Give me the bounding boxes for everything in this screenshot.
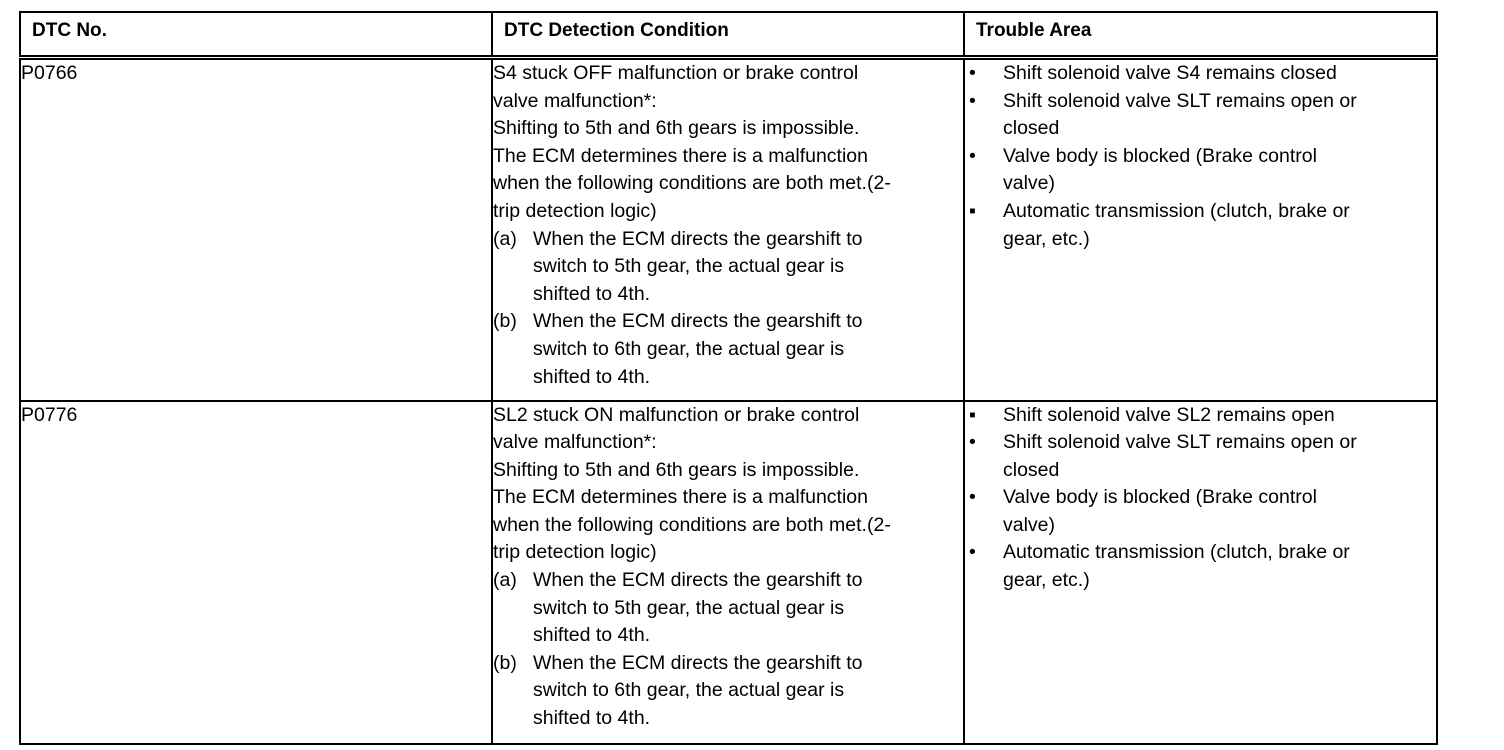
trouble-line: Shift solenoid valve SLT remains open or bbox=[1003, 89, 1357, 112]
bullet-icon: • bbox=[969, 431, 976, 454]
trouble-line: valve) bbox=[1003, 172, 1056, 195]
trouble-item bbox=[965, 402, 1436, 430]
bullet-icon: ▪ bbox=[969, 403, 976, 426]
table-row bbox=[20, 401, 1437, 744]
step-line: shifted to 4th. bbox=[533, 707, 651, 730]
trouble-item bbox=[965, 198, 1436, 253]
trouble-line: valve) bbox=[1003, 513, 1056, 536]
condition-step bbox=[493, 650, 963, 733]
bullet-icon: • bbox=[969, 62, 976, 84]
step-label: (a) bbox=[493, 569, 517, 592]
step-line: switch to 6th gear, the actual gear is bbox=[533, 679, 845, 702]
header-row bbox=[20, 12, 1437, 58]
trouble-item bbox=[965, 429, 1436, 484]
step-line: shifted to 4th. bbox=[533, 624, 651, 647]
trouble-line: closed bbox=[1003, 458, 1060, 481]
dtc-code: P0776 bbox=[20, 401, 492, 744]
header-detection-condition: DTC Detection Condition bbox=[492, 12, 964, 58]
step-line: When the ECM directs the gearshift to bbox=[533, 310, 863, 333]
condition-line: valve malfunction*: bbox=[493, 431, 657, 454]
bullet-icon: ▪ bbox=[969, 199, 976, 222]
step-line: switch to 5th gear, the actual gear is bbox=[533, 596, 845, 619]
condition-line: The ECM determines there is a malfunction bbox=[493, 486, 868, 509]
condition-line: valve malfunction*: bbox=[493, 89, 657, 112]
condition-line: The ECM determines there is a malfunction bbox=[493, 144, 868, 167]
trouble-item bbox=[965, 143, 1436, 198]
dtc-code: P0766 bbox=[20, 58, 492, 401]
condition-line: S4 stuck OFF malfunction or brake control bbox=[493, 62, 859, 84]
step-line: When the ECM directs the gearshift to bbox=[533, 651, 863, 674]
trouble-line: Automatic transmission (clutch, brake or bbox=[1003, 541, 1350, 564]
trouble-line: Shift solenoid valve SL2 remains open bbox=[1003, 403, 1335, 426]
step-line: shifted to 4th. bbox=[533, 365, 651, 388]
condition-line: SL2 stuck ON malfunction or brake control bbox=[493, 403, 860, 426]
trouble-area bbox=[964, 58, 1437, 401]
condition-step bbox=[493, 308, 963, 391]
condition-line: Shifting to 5th and 6th gears is impossible. bbox=[493, 117, 860, 140]
trouble-line: Valve body is blocked (Brake control bbox=[1003, 144, 1317, 167]
condition-line: when the following conditions are both met.(2- bbox=[493, 513, 891, 536]
condition-step bbox=[493, 567, 963, 650]
step-line: shifted to 4th. bbox=[533, 282, 651, 305]
trouble-line: Shift solenoid valve S4 remains closed bbox=[1003, 62, 1337, 84]
bullet-icon: • bbox=[969, 89, 976, 112]
step-label: (b) bbox=[493, 310, 517, 333]
trouble-line: Shift solenoid valve SLT remains open or bbox=[1003, 431, 1357, 454]
step-line: switch to 6th gear, the actual gear is bbox=[533, 337, 845, 360]
trouble-line: gear, etc.) bbox=[1003, 569, 1090, 592]
condition-line: Shifting to 5th and 6th gears is impossible. bbox=[493, 458, 860, 481]
step-label: (b) bbox=[493, 651, 517, 674]
table-row bbox=[20, 58, 1437, 401]
trouble-item bbox=[965, 539, 1436, 594]
trouble-item bbox=[965, 484, 1436, 539]
condition-step bbox=[493, 226, 963, 309]
step-line: When the ECM directs the gearshift to bbox=[533, 569, 863, 592]
trouble-line: closed bbox=[1003, 117, 1060, 140]
trouble-item bbox=[965, 88, 1436, 143]
trouble-line: Valve body is blocked (Brake control bbox=[1003, 486, 1317, 509]
condition-line: when the following conditions are both met.(2- bbox=[493, 172, 891, 195]
trouble-line: gear, etc.) bbox=[1003, 227, 1090, 250]
dtc-table bbox=[19, 11, 1438, 745]
step-line: switch to 5th gear, the actual gear is bbox=[533, 255, 845, 278]
trouble-item bbox=[965, 60, 1436, 88]
header-trouble-area: Trouble Area bbox=[964, 12, 1437, 58]
header-dtc-no: DTC No. bbox=[20, 12, 492, 58]
step-line: When the ECM directs the gearshift to bbox=[533, 227, 863, 250]
step-label: (a) bbox=[493, 227, 517, 250]
condition-line: trip detection logic) bbox=[493, 199, 657, 222]
bullet-icon: • bbox=[969, 144, 976, 167]
trouble-area bbox=[964, 401, 1437, 744]
trouble-line: Automatic transmission (clutch, brake or bbox=[1003, 199, 1350, 222]
detection-condition bbox=[492, 401, 964, 744]
bullet-icon: • bbox=[969, 486, 976, 509]
detection-condition bbox=[492, 58, 964, 401]
bullet-icon: • bbox=[969, 541, 976, 564]
condition-line: trip detection logic) bbox=[493, 541, 657, 564]
